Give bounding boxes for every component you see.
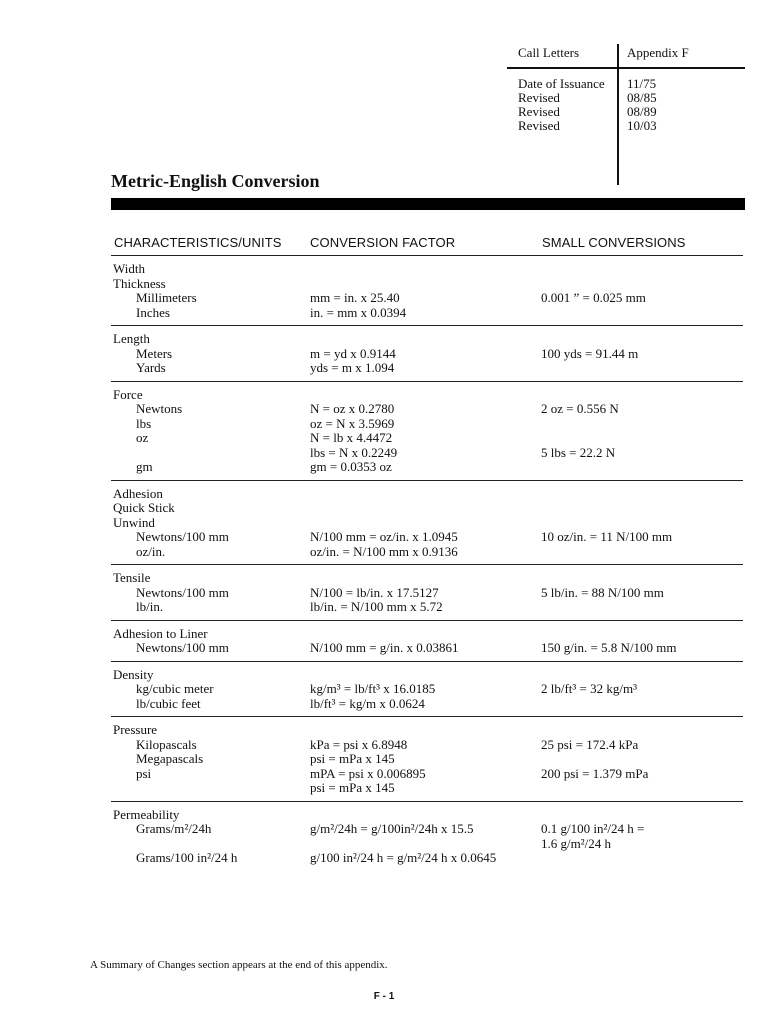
unit-cell: Millimeters — [136, 290, 197, 305]
unit-cell: Newtons — [136, 401, 183, 416]
small-conversion-cell: 5 lb/in. = 88 N/100 mm — [541, 584, 664, 600]
issue-label: Date of Issuance — [518, 76, 605, 91]
table-row — [111, 332, 743, 347]
table-row — [111, 668, 743, 683]
factor-cell: lb/in. = N/100 mm x 5.72 — [310, 599, 443, 614]
table-row — [111, 487, 743, 502]
table-row — [111, 682, 743, 697]
issue-value: 08/85 — [627, 90, 657, 105]
issue-label: Revised — [518, 90, 560, 105]
unit-cell: Grams/m²/24h — [136, 821, 212, 836]
unit-cell: Inches — [136, 304, 170, 320]
table-header — [111, 230, 743, 256]
table-row — [111, 697, 743, 712]
table-body — [111, 256, 743, 871]
factor-cell: oz/in. = N/100 mm x 0.9136 — [310, 543, 458, 559]
issue-date-labels — [518, 77, 605, 133]
unit-cell: Permeability — [113, 806, 180, 822]
table-group — [111, 802, 743, 871]
small-conversion-cell: 2 oz = 0.556 N — [541, 401, 619, 416]
small-conversion-cell: 200 psi = 1.379 mPa — [541, 765, 649, 781]
unit-cell: Grams/100 in²/24 h — [136, 850, 238, 865]
table-row — [111, 402, 743, 417]
header-horizontal-rule — [507, 67, 745, 69]
small-conversion-cell: 0.001 ” = 0.025 mm — [541, 290, 646, 305]
page-number: F - 1 — [373, 991, 395, 1002]
table-row — [111, 851, 743, 866]
table-group — [111, 662, 743, 718]
unit-cell: Length — [113, 331, 150, 346]
small-conversion-cell: 0.1 g/100 in²/24 h = — [541, 821, 645, 836]
unit-cell: Megapascals — [136, 751, 204, 766]
unit-cell: kg/cubic meter — [136, 681, 214, 696]
table-row — [111, 388, 743, 403]
factor-cell: m = yd x 0.9144 — [310, 345, 396, 361]
issue-date-values — [627, 77, 657, 133]
table-row — [111, 738, 743, 753]
table-group — [111, 621, 743, 662]
factor-cell: g/100 in²/24 h = g/m²/24 h x 0.0645 — [310, 850, 497, 865]
page-title: Metric-English Conversion — [111, 171, 320, 191]
small-conversion-cell: 150 g/in. = 5.8 N/100 mm — [541, 640, 677, 655]
unit-cell: Quick Stick — [113, 500, 175, 515]
table-group — [111, 326, 743, 382]
table-row — [111, 262, 743, 277]
call-letters-label: Call Letters — [518, 45, 580, 60]
table-group — [111, 565, 743, 621]
unit-cell: Meters — [136, 345, 173, 361]
table-row — [111, 460, 743, 475]
factor-cell: N/100 mm = oz/in. x 1.0945 — [310, 529, 458, 544]
table-row — [111, 516, 743, 531]
unit-cell: Force — [113, 386, 143, 402]
issue-value: 11/75 — [627, 76, 657, 91]
table-row — [111, 545, 743, 560]
table-group — [111, 382, 743, 481]
column-header-small-conversions: SMALL CONVERSIONS — [542, 235, 686, 250]
unit-cell: Width — [113, 261, 145, 276]
unit-cell: Newtons/100 mm — [136, 640, 229, 655]
factor-cell: mm = in. x 25.40 — [310, 290, 400, 305]
table-group — [111, 717, 743, 802]
table-row — [111, 822, 743, 837]
table-row — [111, 347, 743, 362]
unit-cell: lb/in. — [136, 599, 164, 614]
table-row — [111, 431, 743, 446]
table-row — [111, 627, 743, 642]
table-row — [111, 501, 743, 516]
issue-label: Revised — [518, 118, 560, 133]
table-row — [111, 571, 743, 586]
small-conversion-cell: 25 psi = 172.4 kPa — [541, 736, 639, 752]
unit-cell: gm — [136, 459, 153, 474]
issue-value: 08/89 — [627, 104, 657, 119]
factor-cell: N/100 mm = g/in. x 0.03861 — [310, 640, 459, 655]
unit-cell: Adhesion to Liner — [113, 625, 208, 641]
header-vertical-rule — [617, 44, 619, 185]
table-row — [111, 586, 743, 601]
table-group — [111, 256, 743, 326]
factor-cell: psi = mPa x 145 — [310, 780, 395, 795]
table-row — [111, 767, 743, 782]
small-conversion-cell: 1.6 g/m²/24 h — [541, 835, 611, 851]
table-row — [111, 781, 743, 796]
unit-cell: lbs — [136, 415, 152, 431]
appendix-label: Appendix F — [627, 45, 689, 60]
table-row — [111, 446, 743, 461]
factor-cell: N/100 = lb/in. x 17.5127 — [310, 584, 439, 600]
factor-cell: N = lb x 4.4472 — [310, 430, 393, 445]
factor-cell: psi = mPa x 145 — [310, 751, 395, 766]
factor-cell: kPa = psi x 6.8948 — [310, 736, 408, 752]
table-row — [111, 417, 743, 432]
table-row — [111, 291, 743, 306]
table-row — [111, 808, 743, 823]
column-header-factor: CONVERSION FACTOR — [310, 235, 456, 250]
unit-cell: Adhesion — [113, 485, 163, 501]
table-row — [111, 306, 743, 321]
table-row — [111, 723, 743, 738]
unit-cell: Newtons/100 mm — [136, 529, 229, 544]
unit-cell: Kilopascals — [136, 736, 197, 752]
unit-cell: Density — [113, 666, 154, 682]
unit-cell: psi — [136, 765, 152, 781]
unit-cell: oz/in. — [136, 543, 166, 559]
unit-cell: lb/cubic feet — [136, 695, 201, 711]
table-row — [111, 752, 743, 767]
footnote: A Summary of Changes section appears at the end of this appendix. — [90, 959, 388, 971]
factor-cell: g/m²/24h = g/100in²/24h x 15.5 — [310, 821, 474, 836]
table-row — [111, 600, 743, 615]
unit-cell: oz — [136, 430, 149, 445]
unit-cell: Newtons/100 mm — [136, 584, 229, 600]
small-conversion-cell: 10 oz/in. = 11 N/100 mm — [541, 529, 673, 544]
factor-cell: lbs = N x 0.2249 — [310, 444, 398, 460]
unit-cell: Unwind — [113, 514, 155, 530]
table-row — [111, 530, 743, 545]
unit-cell: Pressure — [113, 722, 158, 737]
unit-cell: Tensile — [113, 570, 151, 585]
column-header-units: CHARACTERISTICS/UNITS — [114, 235, 282, 250]
issue-label: Revised — [518, 104, 560, 119]
factor-cell: mPA = psi x 0.006895 — [310, 765, 426, 781]
table-row — [111, 361, 743, 376]
issue-value: 10/03 — [627, 118, 657, 133]
small-conversion-cell: 100 yds = 91.44 m — [541, 345, 639, 361]
unit-cell: Yards — [136, 360, 166, 375]
title-rule-bar — [111, 198, 745, 210]
table-row — [111, 837, 743, 852]
table-row — [111, 277, 743, 292]
factor-cell: yds = m x 1.094 — [310, 360, 395, 375]
conversion-table — [111, 230, 743, 871]
factor-cell: in. = mm x 0.0394 — [310, 304, 407, 320]
factor-cell: N = oz x 0.2780 — [310, 401, 395, 416]
factor-cell: oz = N x 3.5969 — [310, 415, 395, 431]
small-conversion-cell: 2 lb/ft³ = 32 kg/m³ — [541, 681, 638, 696]
factor-cell: kg/m³ = lb/ft³ x 16.0185 — [310, 681, 436, 696]
table-row — [111, 641, 743, 656]
factor-cell: gm = 0.0353 oz — [310, 459, 392, 474]
small-conversion-cell: 5 lbs = 22.2 N — [541, 444, 616, 460]
unit-cell: Thickness — [113, 275, 166, 291]
table-group — [111, 481, 743, 566]
factor-cell: lb/ft³ = kg/m x 0.0624 — [310, 695, 425, 711]
